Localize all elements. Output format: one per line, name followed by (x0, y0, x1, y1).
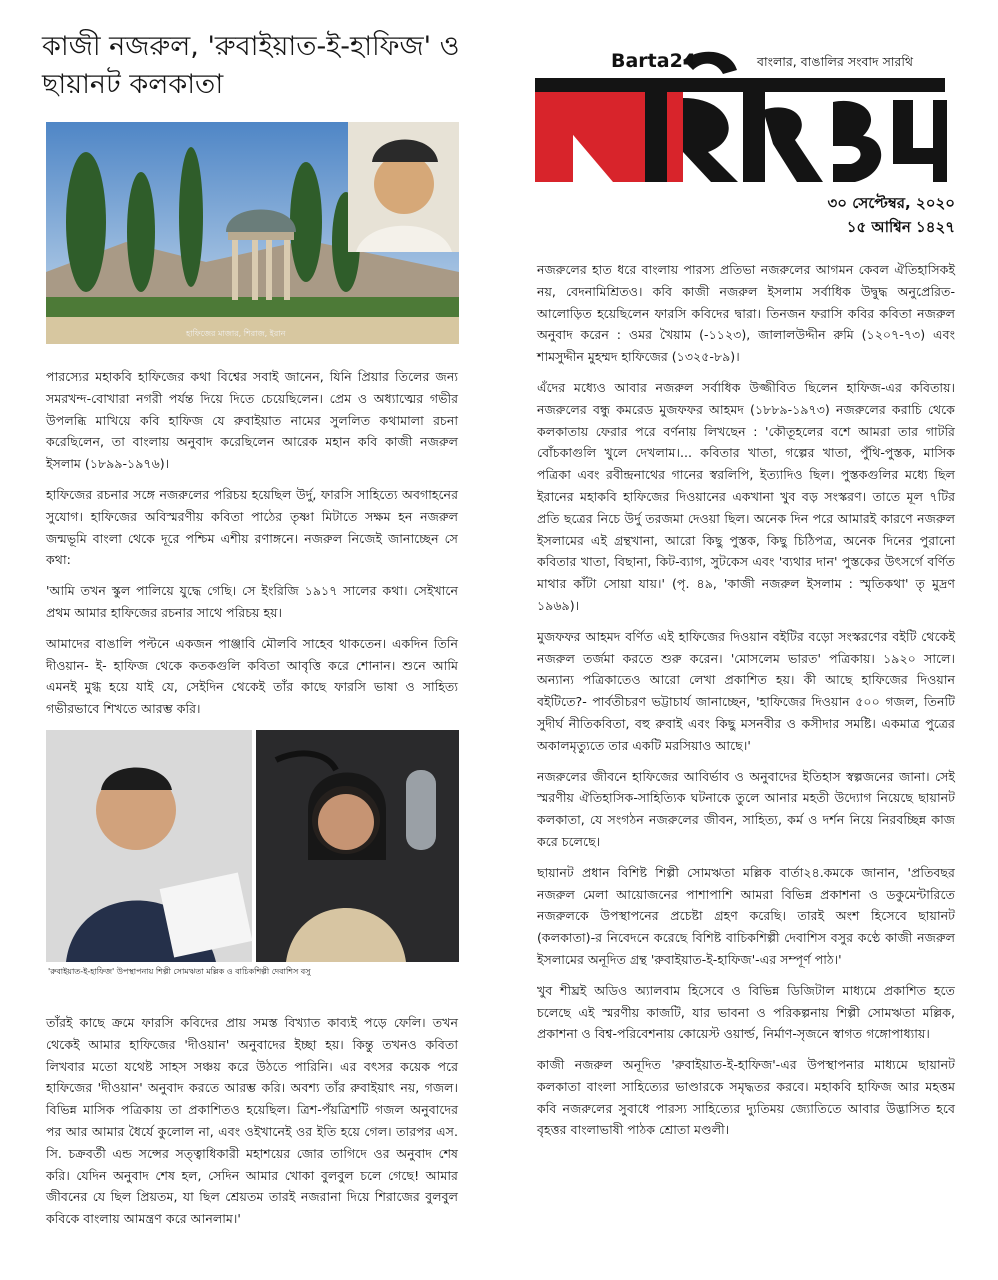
right-paragraph-7: কাজী নজরুল অনূদিত 'রুবাইয়াত-ই-হাফিজ'-এর উপস্থাপনার মাধ্যমে ছায়ানট কলকাতা বাংলা সাহিত্যের ভাণ্ডারকে সমৃদ্ধতর করবে। মহাকবি হাফিজ আর মহত্তম কবি নজরুলের সুবাধে পারস্য সাহিত্যের দ্যুতিময় জ্যোতিতে আবার উদ্ভাসিত হবে বৃহত্তর বাংলাভাষী পাঠক শ্রোতা মণ্ডলী। (537, 1057, 955, 1138)
right-paragraph-3: মুজফফর আহমদ বর্ণিত এই হাফিজের দিওয়ান বইটির বড়ো সংস্করণের বইটি থেকেই নজরুল তর্জমা করতে শুরু করেন। 'মোসলেম ভারত' পত্রিকায়। ১৯২০ সালে। অন্যান্য পত্রিকাতেও আরো লেখা প্রকাশিত হয়। কী আছে হাফিজের দিওয়ান বইটিতে?- পার্বতীচরণ ভট্টাচার্য জানাচ্ছেন, 'হাফিজের দিওয়ান ৫০০ গজল, তিনটি সুদীর্ঘ নীতিকবিতা, বহু রুবাই এবং কিছু মসনবীর ও কসীদার সমষ্টি। একমাত্র পুত্রের অকালমৃত্যুতে তার একটি মরসিয়াও আছে।' (537, 628, 955, 753)
date-gregorian: ৩০ সেপ্টেম্বর, ২০২০ (827, 194, 955, 212)
brand-name-english: Barta24 (611, 50, 697, 72)
artists-photo-caption: 'রুবাইয়াত-ই-হাফিজ' উপস্থাপনায় শিল্পী সোমঋতা মল্লিক ও বাচিকশিল্পী দেবাশিস বসু (48, 967, 311, 976)
left-bottom-paragraph-1: তাঁরই কাছে ক্রমে ফারসি কবিদের প্রায় সমস্ত বিখ্যাত কাব্যই পড়ে ফেলি। তখন থেকেই আমার হাফিজের 'দীওয়ান' অনুবাদের ইচ্ছা হয়। কিন্তু তখনও কবিতা লিখবার মতো যথেষ্ট সাহস সঞ্চয় করে উঠতে পারিনি। এর বৎসর কয়েক পরে হাফিজের 'দীওয়ান' অনুবাদ করতে আরম্ভ করি। অবশ্য তাঁর রুবাইয়াৎ নয়, গজল। বিভিন্ন মাসিক পত্রিকায় তা প্রকাশিতও হয়েছিল। ত্রিশ-পঁয়ত্রিশটি গজল অনুবাদের পর আর আমার ধৈর্যে কুলোল না, এবং ওইখানেই ওর ইতি হয়ে গেল। তারপর এস. সি. চক্রবর্তী এন্ড সন্সের সত্ত্বাধিকারী মহাশয়ের জোর তাগিদে ওর অনুবাদ শেষ করি। যেদিন অনুবাদ শেষ হল, সেদিন আমার খোকা বুলবুল চলে গেছে! আমার জীবনের যে ছিল প্রিয়তম, যা ছিল শ্রেয়তম তারই নজরানা দিয়ে শিরাজের বুলবুল কবিকে বাংলায় আমন্ত্রণ করে আনলাম।' (46, 1015, 458, 1227)
article-headline: কাজী নজরুল, 'রুবাইয়াত-ই-হাফিজ' ও ছায়ানট কলকাতা (42, 31, 460, 100)
top-photo-caption: হাফিজের মাজার, শিরাজ, ইরান (186, 329, 286, 338)
right-paragraph-1: নজরুলের হাত ধরে বাংলায় পারস্য প্রতিভা নজরুলের আগমন কেবল ঐতিহাসিকই নয়, বেদনামিশ্রিতও। কবি কাজী নজরুল ইসলাম সর্বাধিক উদ্বুদ্ধ অনুপ্রেরিত-আলোড়িত হয়েছিলেন ফারসি কবিদের দ্বারা। তিনজন ফরাসি কবির কবিতা নজরুল অনুবাদ করেন : ওমর খৈয়াম (-১১২৩), জালালউদ্দীন রুমি (১২০৭-৭৩) এবং শামসুদ্দীন মুহম্মদ হাফিজের (১৩২৫-৮৯)। (537, 262, 955, 365)
left-paragraph-1: পারস্যের মহাকবি হাফিজের কথা বিশ্বের সবাই জানেন, যিনি প্রিয়ার তিলের জন্য সমরখন্দ-বোখারা নগরী পর্যন্ত দিয়ে দিতে চেয়েছিলেন। প্রেম ও অধ্যাত্মের গভীর উপলব্ধি মাখিয়ে কবি হাফিজ যে রুবাইয়াত নামের সুললিত কথামালা রচনা করেছিলেন, তা বাংলায় অনুবাদ করেছিলেন আরেক মহান কবি কাজী নজরুল ইসলাম (১৮৯৯-১৯৭৬)। (46, 369, 458, 472)
right-paragraph-2: এঁদের মধ্যেও আবার নজরুল সর্বাধিক উজ্জীবিত ছিলেন হাফিজ-এর কবিতায়। নজরুলের বন্ধু কমরেড মুজফফর আহমদ (১৮৮৯-১৯৭৩) নজরুলের করাচি থেকে কলকাতায় ফেরার পরে বর্ণনায় লিখছেন : 'কৌতূহলের বশে আমরা তার গাটরি বোঁচকাগুলি খুলে দেখলাম।... কবিতার খাতা, গল্পের খাতা, পুঁথি-পুস্তক, মাসিক পত্রিকা এবং রবীন্দ্রনাথের গানের স্বরলিপি, ইত্যাদিও ছিল। পুস্তকগুলির মধ্যে ছিল ইরানের মহাকবি হাফিজের দিওয়ানের একখানা খুব বড় সংস্করণ। তাতে মূল ৭টির প্রতি ছত্রের নিচে উর্দু তরজমা দেওয়া ছিল। অনেক দিন পরে আমারই কারণে নজরুল ইসলামের এই গ্রন্থখানা, আরো কিছু পুস্তক, কিছু চিঠিপত্র, অনেক দিনের পুরানো কবিতার খাতা, বিছানা, কিট-ব্যাগ, সুটকেস এবং 'ব্যথার দান' পুস্তকের উৎসর্গে বর্ণিত মাথার কাঁটা সোয়া যায়।' (পৃ. ৪৯, 'কাজী নজরুল ইসলাম : স্মৃতিকথা' তৃ মুদ্রণ ১৯৬৯)। (537, 379, 955, 613)
left-paragraph-2: হাফিজের রচনার সঙ্গে নজরুলের পরিচয় হয়েছিল উর্দু, ফারসি সাহিত্যে অবগাহনের সুযোগ। হাফিজের অবিস্মরণীয় কবিতা পাঠের তৃষ্ণা মিটাতে সক্ষম হন নজরুল জন্মভূমি বাংলা থেকে দূরে পশ্চিম এশীয় রণাঙ্গনে। নজরুল নিজেই জানাচ্ছেন সে কথা: (46, 486, 459, 568)
artists-photo (46, 730, 459, 976)
right-paragraph-6: খুব শীঘ্রই অডিও অ্যালবাম হিসেবে ও বিভিন্ন ডিজিটাল মাধ্যমে প্রকাশিত হতে চলেছে এই স্মরণীয় কাজটি, যার ভাবনা ও পরিকল্পনায় শিল্পী সোমঋতা মল্লিক, প্রকাশনা ও বিশ্ব-পরিবেশনায় কোয়েস্ট ওয়ার্ল্ড, নির্মাণ-সৃজনে স্বাগত গঙ্গোপাধ্যায়। (537, 982, 955, 1042)
right-column (537, 259, 955, 1150)
left-paragraph-4: আমাদের বাঙালি পল্টনে একজন পাঞ্জাবি মৌলবি সাহেব থাকতেন। একদিন তিনি দীওয়ান- ই- হাফিজ থেকে কতকগুলি কবিতা আবৃত্তি করে শোনান। শুনে আমি এমনই মুগ্ধ হয়ে যাই যে, সেইদিন থেকেই তাঁর কাছে ফারসি ভাষা ও সাহিত্য গভীরভাবে শিখতে আরম্ভ করি। (46, 635, 458, 717)
right-paragraph-5: ছায়ানট প্রধান বিশিষ্ট শিল্পী সোমঋতা মল্লিক বার্তা২৪.কমকে জানান, 'প্রতিবছর নজরুল মেলা আয়োজনের পাশাপাশি আমরা বিভিন্ন প্রকাশনা ও ডকুমেন্টারিতে নজরুলকে উপস্থাপনের প্রচেষ্টা গ্রহণ করেছি। তারই অংশ হিসেবে ছায়ানট (কলকাতা)-র নিবেদনে করেছে বিশিষ্ট বাচিকশিল্পী দেবাশিস বসুর কণ্ঠে কাজী নজরুল ইসলামের অনূদিত গ্রন্থ 'রুবাইয়াত-ই-হাফিজ'-এর সম্পূর্ণ পাঠ।' (537, 864, 955, 967)
masthead (533, 40, 953, 190)
left-paragraph-3: 'আমি তখন স্কুল পালিয়ে যুদ্ধে গেছি। সে ইংরিজি ১৯১৭ সালের কথা। সেইখানে প্রথম আমার হাফিজের রচনার সাথে পরিচয় হয়। (46, 583, 458, 620)
date-bengali: ১৫ আশ্বিন ১৪২৭ (846, 218, 955, 236)
logo-top-bar (535, 78, 945, 92)
left-column-top (46, 366, 458, 729)
right-paragraph-4: নজরুলের জীবনে হাফিজের আবির্ভাব ও অনুবাদের ইতিহাস স্বল্পজনের জানা। সেই স্মরণীয় ঐতিহাসিক-সাহিত্যিক ঘটনাকে তুলে আনার মহতী উদ্যোগ নিয়েছে ছায়ানট কলকাতা, যে সংগঠন নজরুলের জীবন, সাহিত্য, কর্ম ও দর্শন নিয়ে নিরবচ্ছিন্ন কাজ করে চলেছে। (537, 768, 955, 849)
left-column-bottom (46, 1012, 458, 1239)
masthead-tagline: বাংলার, বাঙালির সংবাদ সারথি (757, 54, 914, 69)
hafez-tomb-photo (46, 122, 459, 344)
